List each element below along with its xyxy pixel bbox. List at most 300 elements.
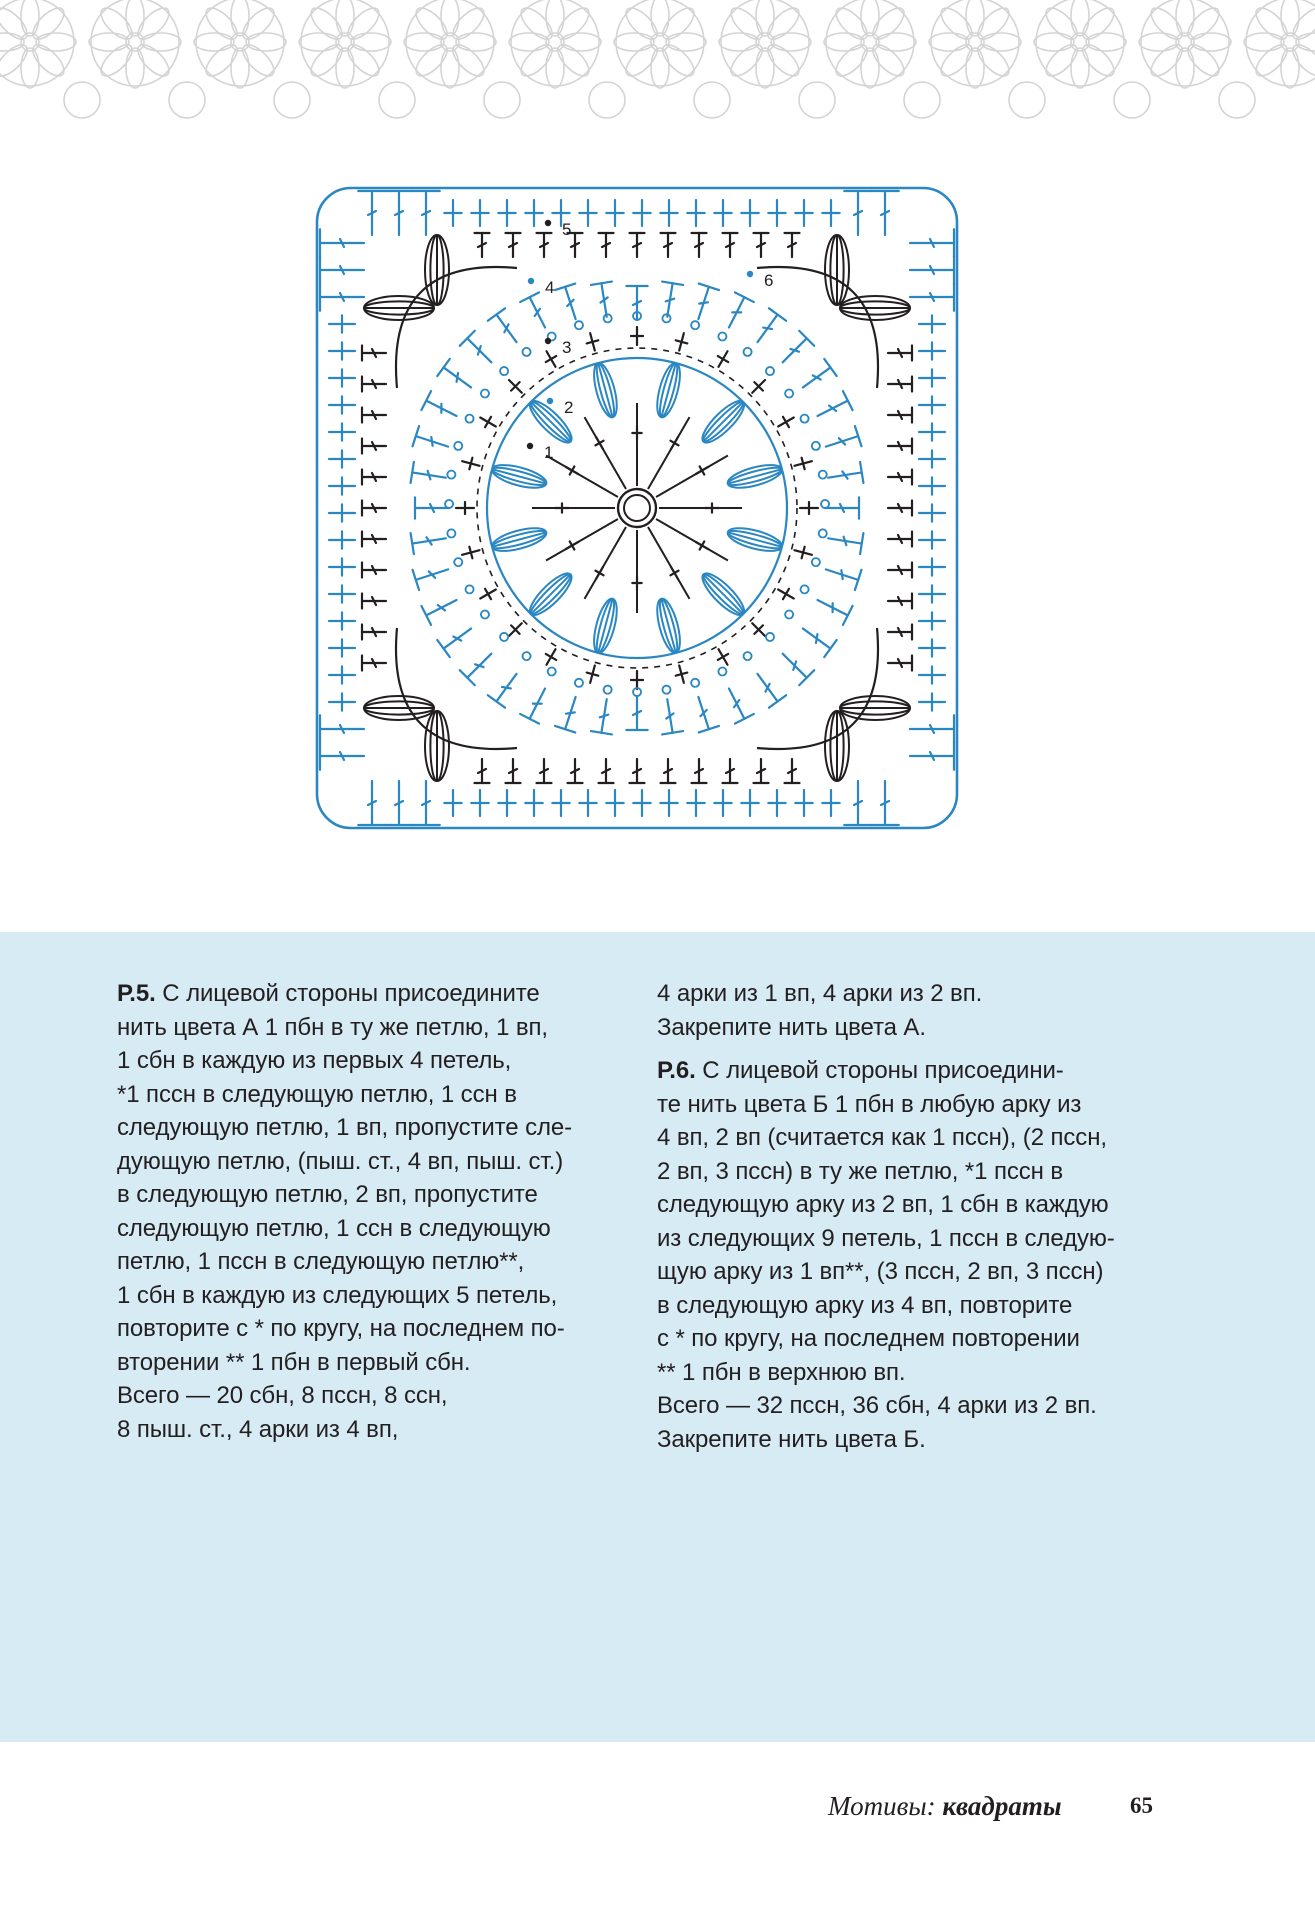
row-label-6: 6 [764, 271, 774, 290]
lace-petal [238, 40, 279, 81]
stitch-symbol [592, 435, 607, 452]
text-line: 2 вп, 3 пссн) в ту же петлю, *1 пссн в [657, 1157, 1064, 1185]
row-label-4: 4 [545, 278, 555, 297]
lace-petal [1176, 48, 1194, 88]
stitch-bar [802, 458, 805, 470]
lace-petal [21, 0, 39, 36]
stitch-slash [732, 700, 741, 707]
lace-petal [1183, 3, 1224, 44]
lace-petal [448, 40, 489, 81]
stitch-symbol [910, 742, 954, 770]
lace-petal [201, 3, 242, 44]
stitch-symbol [599, 759, 614, 783]
stitch-symbol [362, 346, 386, 361]
stitch-symbol [498, 790, 515, 816]
lace-petal [876, 33, 916, 51]
chain-loop [801, 415, 809, 423]
chain-loop [454, 442, 462, 450]
stitch-symbol [329, 558, 355, 575]
chain-loop [821, 500, 829, 508]
text-line: 4 арки из 1 вп, 4 арки из 2 вп. [657, 980, 983, 1007]
lace-petal [824, 33, 864, 51]
stitch-symbol [823, 426, 862, 457]
lace-petal [1034, 33, 1074, 51]
lace-petal [126, 48, 144, 88]
lace-petal [831, 3, 872, 44]
chain-loop [744, 348, 752, 356]
stitch-symbol [749, 308, 786, 348]
stitch-symbol [631, 671, 643, 689]
stitch-symbol [775, 646, 814, 685]
round-6-paragraph [657, 1054, 1137, 1456]
chain-loop [575, 679, 583, 687]
puff-stitch [364, 296, 434, 320]
lace-petal [411, 40, 452, 81]
stitch-symbol [584, 332, 600, 352]
stitch-symbol [506, 233, 521, 257]
page-number: 65 [1130, 1793, 1153, 1818]
lace-petal [96, 40, 137, 81]
stitch-symbol [888, 408, 912, 423]
stitch-symbol [579, 200, 596, 226]
stitch-symbol [919, 369, 945, 386]
stitch-symbol [362, 532, 386, 547]
lace-petal [861, 48, 879, 88]
stitch-symbol [768, 200, 785, 226]
chain-loop [548, 668, 556, 676]
stitch-symbol [320, 283, 364, 311]
row-start-dot [545, 338, 551, 344]
lace-petal [1146, 40, 1187, 81]
stitch-symbol [687, 200, 704, 226]
stitch-symbol [362, 377, 386, 392]
lace-petal [651, 48, 669, 88]
text-line [117, 977, 597, 1011]
lace-petal [1146, 3, 1187, 44]
lace-petal [763, 40, 804, 81]
stitch-symbol [626, 286, 647, 320]
stitch-symbol [460, 646, 499, 685]
text-line: 4 вп, 2 вп (считается как 1 пссн), (2 пссн, [657, 1124, 1107, 1151]
lace-petal [404, 33, 444, 51]
lace-petal [1244, 33, 1284, 51]
text-line: нить цвета А 1 пбн в ту же петлю, 1 вп, [117, 1013, 548, 1041]
stitch-bar [587, 340, 599, 343]
lace-petal [831, 40, 872, 81]
stitch-symbol [362, 594, 386, 609]
stitch-symbol [687, 790, 704, 816]
lace-petal [561, 33, 601, 51]
puff-axis [703, 402, 743, 442]
lace-petal [546, 0, 564, 36]
stitch-symbol [754, 759, 769, 783]
text-line: петлю, 1 пссн в следующую петлю**, [117, 1248, 525, 1275]
stitch-symbol [626, 696, 647, 730]
stitch-symbol [705, 503, 719, 512]
lace-petal [553, 40, 594, 81]
lace-petal [546, 48, 564, 88]
text-line: ** 1 пбн в верхнюю вп. [657, 1358, 906, 1386]
text: С лицевой стороны присоедини- [695, 1057, 1064, 1084]
chain-loop [481, 389, 489, 397]
stitch-symbol [888, 563, 912, 578]
stitch-symbol [797, 359, 837, 396]
stitch-symbol [667, 435, 682, 452]
lace-petal [133, 3, 174, 44]
spoke [585, 527, 627, 599]
lace-petal [141, 33, 181, 51]
text-line: Всего — 32 пссн, 36 сбн, 4 арки из 2 вп. [657, 1392, 1097, 1419]
chain-loop [819, 471, 827, 479]
row-start-dot [528, 278, 534, 284]
stitch-top [843, 606, 853, 625]
stitch-symbol [329, 693, 355, 710]
lace-petal [201, 40, 242, 81]
lace-petal [441, 48, 459, 88]
lace-ring [1036, 0, 1124, 86]
lace-petal [861, 0, 879, 36]
stitch-symbol [714, 790, 731, 816]
puff-stitch [525, 568, 577, 620]
stitch-symbol [919, 531, 945, 548]
lace-link [694, 82, 730, 118]
lace-ring [1141, 0, 1229, 86]
stitch-symbol [362, 625, 386, 640]
lace-ring [511, 0, 599, 86]
text-line: *1 пссн в следующую петлю, 1 ссн в [117, 1080, 517, 1108]
lace-petal [238, 3, 279, 44]
lace-petal [621, 3, 662, 44]
row-start-dot [747, 271, 753, 277]
lace-motif [89, 0, 181, 88]
stitch-symbol [411, 528, 448, 554]
stitch-symbol [413, 559, 452, 590]
lace-petal [726, 40, 767, 81]
stitch-symbol [785, 233, 800, 257]
lace-petal [28, 40, 69, 81]
lace-motifs [0, 0, 1315, 118]
round-5-paragraph [117, 977, 597, 1446]
puff-stitch [725, 460, 784, 492]
stitch-symbol [785, 759, 800, 783]
lace-petal [981, 33, 1021, 51]
stitch-symbol [329, 369, 355, 386]
lace-petal [1251, 3, 1292, 44]
lace-petal [1191, 33, 1231, 51]
lace-petal [973, 3, 1014, 44]
stitch-symbol [844, 781, 872, 825]
stitch-symbol [471, 790, 488, 816]
stitch-symbol [793, 455, 813, 471]
text-line: 1 сбн в каждую из первых 4 петель, [117, 1047, 512, 1074]
lace-link [274, 82, 310, 118]
lace-petal [516, 3, 557, 44]
stitch-symbol [362, 501, 386, 516]
stitch-top [520, 292, 539, 302]
stitch-symbol [775, 331, 814, 370]
running-footer [820, 1791, 1220, 1831]
stitch-symbol [591, 282, 617, 319]
chain-loop [575, 321, 583, 329]
lace-petal [28, 3, 69, 44]
magic-ring-inner [624, 495, 650, 521]
stitch-symbol [871, 191, 899, 235]
lace-petal [448, 3, 489, 44]
stitch-symbol [564, 538, 581, 553]
stitch-symbol [795, 200, 812, 226]
lace-petal [868, 3, 909, 44]
row-labels [527, 220, 774, 462]
stitch-symbol [320, 256, 364, 284]
stitch-symbol [591, 698, 617, 735]
chain-loop [466, 585, 474, 593]
round-3 [456, 327, 818, 689]
lace-petal [231, 0, 249, 36]
stitch-symbol [888, 470, 912, 485]
stitch-symbol [329, 585, 355, 602]
round-label: Р.5. [117, 980, 156, 1007]
stitch-symbol [358, 781, 386, 825]
center-ring [618, 489, 656, 527]
row-start-dot [545, 220, 551, 226]
chain-loop [718, 332, 726, 340]
stitch-symbol [825, 497, 859, 518]
lace-petal [306, 40, 347, 81]
stitch-symbol [537, 759, 552, 783]
puff-stitch [725, 524, 784, 556]
stitch-symbol [632, 576, 641, 590]
stitch-symbol [362, 470, 386, 485]
lace-ring [406, 0, 494, 86]
chain-loop [466, 415, 474, 423]
stitch-top [488, 695, 505, 707]
stitch-symbol [741, 790, 758, 816]
lace-link [589, 82, 625, 118]
text-line: в следующую петлю, 2 вп, пропустите [117, 1181, 538, 1208]
stitch-symbol [630, 759, 645, 783]
stitch-symbol [461, 455, 481, 471]
stitch-symbol [461, 544, 481, 560]
stitch-symbol [329, 531, 355, 548]
stitch-symbol [827, 462, 864, 488]
stitch-slash [438, 603, 445, 612]
stitch-symbol [444, 200, 461, 226]
stitch-symbol [673, 664, 689, 684]
stitch-symbol [688, 694, 719, 733]
stitch-symbol [888, 625, 912, 640]
lace-petal [1288, 40, 1315, 81]
stitch-symbol [888, 532, 912, 547]
stitch-symbol [813, 590, 853, 624]
lace-petal [666, 33, 706, 51]
puff-stitch [425, 711, 449, 781]
lace-petal [1251, 40, 1292, 81]
chain-loop [766, 367, 774, 375]
stitch-top [735, 714, 754, 724]
lace-link [799, 82, 835, 118]
lace-petal [343, 40, 384, 81]
chain-loop [691, 321, 699, 329]
stitch-symbol [713, 348, 732, 370]
text-line: следующую петлю, 1 ссн в следующую [117, 1214, 551, 1242]
stitch-symbol [775, 584, 797, 603]
stitch-symbol [768, 790, 785, 816]
lace-petal [1139, 33, 1179, 51]
puff-stitch [653, 361, 685, 420]
lace-petal [614, 33, 654, 51]
stitch-symbol [793, 544, 813, 560]
chain-loop [445, 500, 453, 508]
text-line: повторите с * по кругу, на последнем по- [117, 1315, 565, 1342]
stitch-symbol [541, 646, 560, 668]
chain-loop [691, 679, 699, 687]
lace-motif [1034, 0, 1126, 88]
chain-loop [718, 668, 726, 676]
stitch-symbol [584, 664, 600, 684]
lace-petal [441, 0, 459, 36]
stitch-symbol [415, 497, 449, 518]
decorative-lace-header [0, 0, 1315, 125]
stitch-symbol [919, 477, 945, 494]
lace-petal [658, 3, 699, 44]
stitch-symbol [822, 790, 839, 816]
lace-motif [614, 0, 706, 88]
chain-loop [454, 558, 462, 566]
chain-loop [744, 652, 752, 660]
lace-link [1114, 82, 1150, 118]
puff-stitch [697, 396, 749, 448]
chain-loop [812, 558, 820, 566]
stitch-symbol [661, 759, 676, 783]
puff-stitch [425, 235, 449, 305]
lace-petal [89, 33, 129, 51]
lace-petal [336, 0, 354, 36]
chain-loop [812, 442, 820, 450]
lace-petal [936, 40, 977, 81]
stitch-symbol [606, 790, 623, 816]
text-line: из следующих 9 петель, 1 пссн в следую- [657, 1224, 1115, 1252]
stitch-symbol [329, 504, 355, 521]
chain-loop [604, 686, 612, 694]
stitch-symbol [919, 585, 945, 602]
stitch-symbol [411, 462, 448, 488]
stitch-symbol [919, 639, 945, 656]
lace-petal [1281, 48, 1299, 88]
stitch-slash [829, 404, 836, 413]
lace-petal [351, 33, 391, 51]
lace-petal [1071, 48, 1089, 88]
lace-petal [1183, 40, 1224, 81]
lace-link [1009, 82, 1045, 118]
lace-petal [0, 3, 32, 44]
stitch-symbol [919, 396, 945, 413]
stitch-symbol [919, 693, 945, 710]
puff-stitch [589, 596, 621, 655]
lace-petal [973, 40, 1014, 81]
stitch-symbol [320, 742, 364, 770]
lace-petal [651, 0, 669, 36]
text-line: в следующую арку из 4 вп, повторите [657, 1291, 1073, 1319]
lace-petal [516, 40, 557, 81]
chain-loop [785, 611, 793, 619]
round-label: Р.6. [657, 1057, 696, 1084]
stitch-symbol [329, 612, 355, 629]
stitch-symbol [713, 646, 732, 668]
text-line: дующую петлю, (пыш. ст., 4 вп, пыш. ст.) [117, 1147, 564, 1175]
stitch-symbol [358, 191, 386, 235]
lace-link [1219, 82, 1255, 118]
stitch-symbol [822, 200, 839, 226]
lace-ring [721, 0, 809, 86]
stitch-symbol [910, 256, 954, 284]
stitch-bar [676, 673, 688, 676]
stitch-symbol [555, 503, 569, 512]
lace-petal [1176, 0, 1194, 36]
puff-stitch [840, 296, 910, 320]
chain-loop [604, 314, 612, 322]
stitch-symbol [827, 528, 864, 554]
stitch-symbol [437, 620, 477, 657]
stitch-symbol [592, 565, 607, 582]
text-line: Закрепите нить цвета А. [657, 1013, 926, 1041]
stitch-symbol [754, 233, 769, 257]
puff-stitch [653, 596, 685, 655]
chain-loop [785, 389, 793, 397]
lace-petal [1281, 0, 1299, 36]
stitch-symbol [741, 200, 758, 226]
stitch-symbol [362, 439, 386, 454]
stitch-bar [587, 673, 599, 676]
stitch-symbol [660, 790, 677, 816]
stitch-symbol [657, 282, 683, 319]
stitch-symbol [599, 233, 614, 257]
stitch-symbol [498, 200, 515, 226]
stitch-symbol [630, 233, 645, 257]
stitch-symbol [719, 292, 753, 332]
chart-border [317, 188, 957, 828]
stitch-symbol [525, 200, 542, 226]
stitch-symbol [329, 639, 355, 656]
stitch-top [824, 640, 836, 657]
stitch-symbol [694, 538, 711, 553]
lace-ring [826, 0, 914, 86]
stitch-symbol [919, 558, 945, 575]
lace-petal [1078, 3, 1119, 44]
stitch-symbol [775, 412, 797, 431]
stitch-top [421, 391, 431, 410]
stitch-symbol [475, 759, 490, 783]
corner-chain [757, 628, 878, 749]
puff-stitch [825, 235, 849, 305]
instructions-panel [0, 932, 1315, 1742]
text: С лицевой стороны присоедините [155, 980, 540, 1007]
lace-petal [1041, 3, 1082, 44]
stitch-symbol [525, 790, 542, 816]
lace-petal [126, 0, 144, 36]
stitch-top [520, 714, 539, 724]
text-line: 8 пыш. ст., 4 арки из 4 вп, [117, 1415, 399, 1443]
lace-link [64, 82, 100, 118]
stitch-symbol [505, 376, 526, 397]
lace-petal [411, 3, 452, 44]
stitch-symbol [329, 423, 355, 440]
stitch-symbol [657, 698, 683, 735]
lace-ring [616, 0, 704, 86]
spoke [585, 417, 627, 489]
text-line: 1 сбн в каждую из следующих 5 петель, [117, 1281, 558, 1309]
spoke [648, 417, 690, 489]
stitch-top [421, 606, 431, 625]
